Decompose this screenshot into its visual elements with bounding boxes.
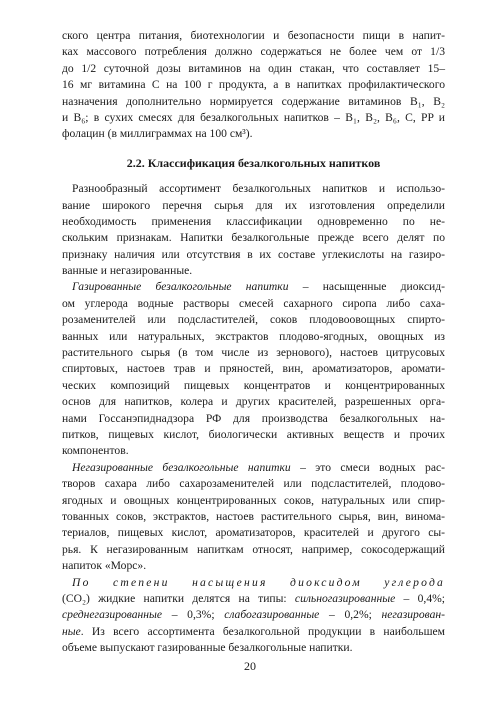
text-line: нами Госсанэпиднадзора РФ для производства безалкогольных на- <box>62 411 445 425</box>
text-line: ческих композиций пищевых концентратов и концентрированных <box>62 378 445 392</box>
text-line: (CO₂) жидкие напитки делятся на типы: сильногазированные – 0,4%; <box>62 591 445 605</box>
text-line: розаменителей или подсластителей, соков плодовоовощных спирто- <box>62 313 445 327</box>
text-line: ского центра питания, биотехнологии и безопасности пищи в напит- <box>62 29 445 42</box>
text-line: рья. К негазированным напиткам относят, например, сокосодержащий <box>62 542 445 556</box>
text-line: признаку наличия или отсутствия в их составе углекислоты на газиро- <box>62 247 445 261</box>
text-line: вание широкого перечня сырья для их изготовления определили <box>62 198 445 212</box>
text-line: необходимость применения классификации одновременно по не- <box>62 214 445 228</box>
text-line: Газированные безалкогольные напитки – насыщенные диоксид- <box>72 280 445 294</box>
text-line: творов сахара либо сахарозаменителей или подсластителей, плодово- <box>62 477 445 491</box>
text-line: растительного сырья (в том числе из зернового), настоев цитрусовых <box>62 346 445 360</box>
term-noncarbonated: Негазированные безалкогольные напитки <box>72 460 291 474</box>
text-line: основ для напитков, колера и других красителей, разрешенных орга- <box>62 395 445 409</box>
text-line: фолацин (в миллиграммах на 100 см³). <box>62 127 253 141</box>
text-line: до 1/2 суточной дозы витаминов на один стакан, что составляет 15– <box>62 61 445 75</box>
text-line: Негазированные безалкогольные напитки – это смеси водных рас- <box>72 460 446 474</box>
page-number: 20 <box>244 659 256 673</box>
text-line: компонентов. <box>62 444 129 458</box>
text-line: ванные и негазированные. <box>62 264 193 278</box>
text-line: объеме выпускают газированные безалкогольные напитки. <box>62 641 353 655</box>
text-line: ванных или натуральных, экстрактов плодово-ягодных, овощных из <box>62 329 445 343</box>
term-carbonated: Газированные безалкогольные напитки <box>72 280 289 294</box>
text-line: тованных соков, экстрактов, настоев растительного сырья, вин, винома- <box>62 509 445 523</box>
text-line: и B₆; в сухих смесях для безалкогольных напитков – B₁, B₂, B₆, C, PP и <box>62 110 445 124</box>
text-line: ом углерода водные растворы смесей сахарного сиропа либо саха- <box>62 296 445 310</box>
text-line: ные. Из всего ассортимента безалкогольной продукции в наибольшем <box>62 624 445 638</box>
text-line <box>62 575 445 591</box>
text-line: назначения дополнительно нормируется содержание витаминов B₁, B₂ <box>62 94 445 108</box>
spaced-heading: По степени насыщения диоксидом углерода <box>72 575 445 589</box>
text-line: ках массового потребления должно содержаться не более чем от 1/3 <box>62 45 445 59</box>
text-line: напиток «Морс». <box>62 559 147 573</box>
text-line: среднегазированные – 0,3%; слабогазированные – 0,2%; негазирован- <box>62 608 445 622</box>
text-line: питков, пищевых кислот, биологически активных веществ и прочих <box>62 427 445 441</box>
text-line: скольким признакам. Напитки безалкогольные прежде всего делят по <box>62 231 445 245</box>
text-line: Разнообразный ассортимент безалкогольных напитков и использо- <box>72 182 445 196</box>
text-line: 16 мг витамина С на 100 г продукта, а в напитках профилактического <box>62 78 445 92</box>
body-text <box>62 28 445 656</box>
text-line: ягодных и овощных концентрированных соков, натуральных или спир- <box>62 493 445 507</box>
text-line: спиртовых, настоев трав и пряностей, вин, ароматизаторов, аромати- <box>62 362 445 376</box>
text-line: териалов, пищевых кислот, ароматизаторов, красителей и другого сы- <box>62 526 445 540</box>
section-heading: 2.2. Классификация безалкогольных напитков <box>126 155 381 170</box>
